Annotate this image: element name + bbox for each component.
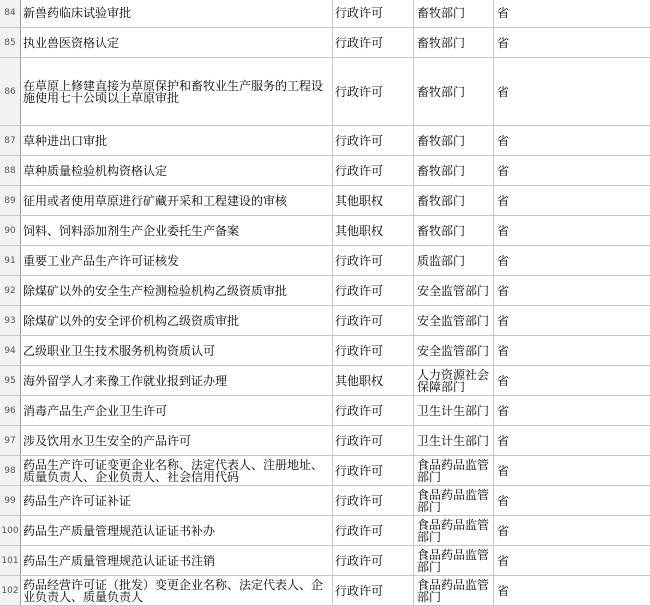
item-name-cell-text: 草种质量检验机构资格认定 [23, 163, 168, 178]
level-cell[interactable] [494, 456, 650, 485]
level-cell-text: 省 [497, 163, 510, 178]
table-row[interactable] [0, 306, 650, 336]
table-row[interactable] [0, 0, 650, 28]
item-name-cell[interactable] [21, 58, 333, 125]
authority-type-cell[interactable] [333, 306, 414, 335]
row-number[interactable] [0, 426, 21, 455]
level-cell[interactable] [494, 546, 650, 575]
department-cell[interactable] [414, 186, 494, 215]
department-cell[interactable] [414, 546, 494, 575]
table-row[interactable] [0, 546, 650, 576]
row-number[interactable] [0, 306, 21, 335]
row-number-text: 84 [4, 7, 16, 18]
item-name-cell-text: 药品生产质量管理规范认证证书注销 [23, 553, 216, 568]
item-name-cell[interactable] [21, 246, 333, 275]
department-cell[interactable] [414, 246, 494, 275]
item-name-cell[interactable] [21, 456, 333, 485]
department-cell-text: 卫生计生部门 [417, 433, 490, 448]
department-cell-text: 人力资源社会保障部门 [417, 367, 490, 394]
level-cell[interactable] [494, 516, 650, 545]
level-cell[interactable] [494, 306, 650, 335]
table-row[interactable] [0, 396, 650, 426]
item-name-cell-text: 涉及饮用水卫生安全的产品许可 [23, 433, 192, 448]
department-cell[interactable] [414, 58, 494, 125]
row-number-text: 86 [4, 86, 16, 97]
authority-type-cell-text: 行政许可 [335, 133, 384, 148]
department-cell[interactable] [414, 486, 494, 515]
level-cell-text: 省 [497, 5, 510, 20]
authority-type-cell[interactable] [333, 246, 414, 275]
department-cell[interactable] [414, 126, 494, 155]
department-cell-text: 食品药品监管部门 [417, 547, 490, 574]
authority-type-cell-text: 行政许可 [335, 433, 384, 448]
item-name-cell-text: 征用或者使用草原进行矿藏开采和工程建设的审核 [23, 193, 288, 208]
level-cell-text: 省 [497, 283, 510, 298]
level-cell-text: 省 [497, 193, 510, 208]
authority-type-cell-text: 行政许可 [335, 163, 384, 178]
authority-type-cell-text: 行政许可 [335, 583, 384, 598]
item-name-cell-text: 饲料、饲料添加剂生产企业委托生产备案 [23, 223, 240, 238]
item-name-cell-text: 除煤矿以外的安全生产检测检验机构乙级资质审批 [23, 283, 288, 298]
level-cell-text: 省 [497, 84, 510, 99]
table-row[interactable] [0, 366, 650, 396]
authority-type-cell-text: 行政许可 [335, 35, 384, 50]
row-number[interactable] [0, 126, 21, 155]
row-number-text: 94 [4, 345, 16, 356]
item-name-cell[interactable] [21, 486, 333, 515]
authority-type-cell-text: 行政许可 [335, 343, 384, 358]
level-cell[interactable] [494, 336, 650, 365]
authority-type-cell-text: 行政许可 [335, 5, 384, 20]
table-row[interactable] [0, 426, 650, 456]
authority-type-cell-text: 行政许可 [335, 283, 384, 298]
item-name-cell-text: 药品生产许可证补证 [23, 493, 132, 508]
level-cell-text: 省 [497, 313, 510, 328]
authority-type-cell[interactable] [333, 126, 414, 155]
department-cell-text: 畜牧部门 [417, 84, 466, 99]
level-cell[interactable] [494, 486, 650, 515]
department-cell-text: 质监部门 [417, 253, 466, 268]
level-cell-text: 省 [497, 463, 510, 478]
authority-type-cell[interactable] [333, 336, 414, 365]
row-number[interactable] [0, 276, 21, 305]
level-cell[interactable] [494, 58, 650, 125]
table-row[interactable] [0, 486, 650, 516]
department-cell[interactable] [414, 336, 494, 365]
item-name-cell-text: 新兽药临床试验审批 [23, 5, 132, 20]
department-cell[interactable] [414, 516, 494, 545]
table-row[interactable] [0, 126, 650, 156]
row-number[interactable] [0, 28, 21, 57]
department-cell-text: 食品药品监管部门 [417, 577, 490, 604]
row-number[interactable] [0, 546, 21, 575]
row-number[interactable] [0, 336, 21, 365]
item-name-cell-text: 消毒产品生产企业卫生许可 [23, 403, 168, 418]
table-row[interactable] [0, 276, 650, 306]
item-name-cell[interactable] [21, 216, 333, 245]
item-name-cell[interactable] [21, 516, 333, 545]
item-name-cell[interactable] [21, 366, 333, 395]
row-number-text: 88 [4, 165, 16, 176]
level-cell[interactable] [494, 156, 650, 185]
table-row[interactable] [0, 576, 650, 606]
authority-type-cell-text: 行政许可 [335, 403, 384, 418]
item-name-cell-text: 海外留学人才来豫工作就业报到证办理 [23, 373, 228, 388]
table-row[interactable] [0, 246, 650, 276]
row-number-text: 90 [4, 225, 16, 236]
table-row[interactable] [0, 336, 650, 366]
row-number-text: 95 [4, 375, 16, 386]
row-number[interactable] [0, 486, 21, 515]
item-name-cell[interactable] [21, 426, 333, 455]
level-cell-text: 省 [497, 583, 510, 598]
department-cell[interactable] [414, 306, 494, 335]
item-name-cell[interactable] [21, 336, 333, 365]
authority-type-cell[interactable] [333, 186, 414, 215]
row-number-text: 91 [4, 255, 16, 266]
table-row[interactable] [0, 216, 650, 246]
authority-type-cell-text: 行政许可 [335, 493, 384, 508]
item-name-cell-text: 除煤矿以外的安全评价机构乙级资质审批 [23, 313, 240, 328]
row-number-text: 99 [4, 495, 16, 506]
department-cell[interactable] [414, 576, 494, 605]
item-name-cell-text: 在草原上修建直接为草原保护和畜牧业生产服务的工程设施使用七十公顷以上草原审批 [23, 78, 324, 105]
row-number[interactable] [0, 216, 21, 245]
department-cell[interactable] [414, 426, 494, 455]
table-row[interactable] [0, 58, 650, 126]
authority-type-cell[interactable] [333, 276, 414, 305]
department-cell-text: 食品药品监管部门 [417, 517, 490, 544]
authority-type-cell[interactable] [333, 396, 414, 425]
item-name-cell-text: 药品生产许可证变更企业名称、法定代表人、注册地址、质量负责人、企业负责人、社会信用代码 [23, 457, 324, 484]
department-cell[interactable] [414, 456, 494, 485]
item-name-cell[interactable] [21, 0, 333, 27]
item-name-cell[interactable] [21, 126, 333, 155]
level-cell[interactable] [494, 246, 650, 275]
row-number-text: 97 [4, 435, 16, 446]
authority-type-cell-text: 行政许可 [335, 84, 384, 99]
item-name-cell-text: 草种进出口审批 [23, 133, 108, 148]
level-cell-text: 省 [497, 433, 510, 448]
level-cell[interactable] [494, 276, 650, 305]
level-cell-text: 省 [497, 253, 510, 268]
authority-type-cell[interactable] [333, 516, 414, 545]
department-cell[interactable] [414, 276, 494, 305]
item-name-cell[interactable] [21, 306, 333, 335]
item-name-cell[interactable] [21, 28, 333, 57]
table-row[interactable] [0, 156, 650, 186]
level-cell[interactable] [494, 28, 650, 57]
level-cell[interactable] [494, 396, 650, 425]
authority-type-cell[interactable] [333, 0, 414, 27]
item-name-cell[interactable] [21, 156, 333, 185]
department-cell[interactable] [414, 216, 494, 245]
department-cell[interactable] [414, 28, 494, 57]
department-cell-text: 卫生计生部门 [417, 403, 490, 418]
level-cell[interactable] [494, 426, 650, 455]
row-number-text: 98 [4, 465, 16, 476]
row-number[interactable] [0, 0, 21, 27]
row-number-text: 93 [4, 315, 16, 326]
table-row[interactable] [0, 28, 650, 58]
department-cell-text: 安全监管部门 [417, 313, 490, 328]
department-cell-text: 安全监管部门 [417, 283, 490, 298]
item-name-cell-text: 乙级职业卫生技术服务机构资质认可 [23, 343, 216, 358]
level-cell-text: 省 [497, 373, 510, 388]
level-cell[interactable] [494, 576, 650, 605]
row-number-text: 96 [4, 405, 16, 416]
authority-type-cell-text: 行政许可 [335, 553, 384, 568]
level-cell-text: 省 [497, 493, 510, 508]
authority-type-cell[interactable] [333, 486, 414, 515]
item-name-cell[interactable] [21, 276, 333, 305]
table-row[interactable] [0, 456, 650, 486]
authority-type-cell[interactable] [333, 58, 414, 125]
department-cell-text: 畜牧部门 [417, 5, 466, 20]
authority-type-cell[interactable] [333, 216, 414, 245]
row-number-text: 102 [1, 585, 19, 596]
row-number-text: 92 [4, 285, 16, 296]
department-cell-text: 畜牧部门 [417, 223, 466, 238]
level-cell-text: 省 [497, 553, 510, 568]
row-number-text: 87 [4, 135, 16, 146]
item-name-cell-text: 药品生产质量管理规范认证证书补办 [23, 523, 216, 538]
level-cell-text: 省 [497, 343, 510, 358]
level-cell-text: 省 [497, 35, 510, 50]
level-cell[interactable] [494, 0, 650, 27]
department-cell-text: 食品药品监管部门 [417, 487, 490, 514]
item-name-cell-text: 执业兽医资格认定 [23, 35, 120, 50]
authority-type-cell[interactable] [333, 28, 414, 57]
row-number[interactable] [0, 58, 21, 125]
row-number-text: 100 [1, 525, 19, 536]
department-cell-text: 畜牧部门 [417, 193, 466, 208]
authority-type-cell[interactable] [333, 546, 414, 575]
row-number[interactable] [0, 456, 21, 485]
row-number[interactable] [0, 366, 21, 395]
item-name-cell-text: 药品经营许可证（批发）变更企业名称、法定代表人、企业负责人、质量负责人 [23, 577, 324, 604]
table-row[interactable] [0, 186, 650, 216]
authority-type-cell-text: 其他职权 [335, 193, 384, 208]
item-name-cell[interactable] [21, 576, 333, 605]
department-cell-text: 安全监管部门 [417, 343, 490, 358]
item-name-cell-text: 重要工业产品生产许可证核发 [23, 253, 180, 268]
table-row[interactable] [0, 516, 650, 546]
level-cell[interactable] [494, 366, 650, 395]
department-cell[interactable] [414, 156, 494, 185]
item-name-cell[interactable] [21, 546, 333, 575]
authority-type-cell-text: 行政许可 [335, 463, 384, 478]
row-number-text: 89 [4, 195, 16, 206]
level-cell-text: 省 [497, 403, 510, 418]
department-cell-text: 畜牧部门 [417, 133, 466, 148]
row-number[interactable] [0, 516, 21, 545]
row-number-text: 101 [1, 555, 19, 566]
department-cell[interactable] [414, 366, 494, 395]
authority-type-cell[interactable] [333, 576, 414, 605]
level-cell[interactable] [494, 216, 650, 245]
authority-type-cell[interactable] [333, 156, 414, 185]
authority-type-cell-text: 其他职权 [335, 223, 384, 238]
authority-type-cell-text: 行政许可 [335, 313, 384, 328]
authority-type-cell-text: 其他职权 [335, 373, 384, 388]
row-number-text: 85 [4, 37, 16, 48]
level-cell[interactable] [494, 186, 650, 215]
row-number[interactable] [0, 576, 21, 605]
item-name-cell[interactable] [21, 396, 333, 425]
level-cell[interactable] [494, 126, 650, 155]
authority-type-cell[interactable] [333, 456, 414, 485]
level-cell-text: 省 [497, 223, 510, 238]
authority-type-cell[interactable] [333, 366, 414, 395]
level-cell-text: 省 [497, 523, 510, 538]
authority-type-cell-text: 行政许可 [335, 253, 384, 268]
row-number[interactable] [0, 186, 21, 215]
department-cell-text: 畜牧部门 [417, 35, 466, 50]
level-cell-text: 省 [497, 133, 510, 148]
authority-type-cell[interactable] [333, 426, 414, 455]
authority-type-cell-text: 行政许可 [335, 523, 384, 538]
row-number[interactable] [0, 246, 21, 275]
department-cell-text: 畜牧部门 [417, 163, 466, 178]
department-cell[interactable] [414, 0, 494, 27]
row-number[interactable] [0, 156, 21, 185]
department-cell[interactable] [414, 396, 494, 425]
item-name-cell[interactable] [21, 186, 333, 215]
department-cell-text: 食品药品监管部门 [417, 457, 490, 484]
row-number[interactable] [0, 396, 21, 425]
